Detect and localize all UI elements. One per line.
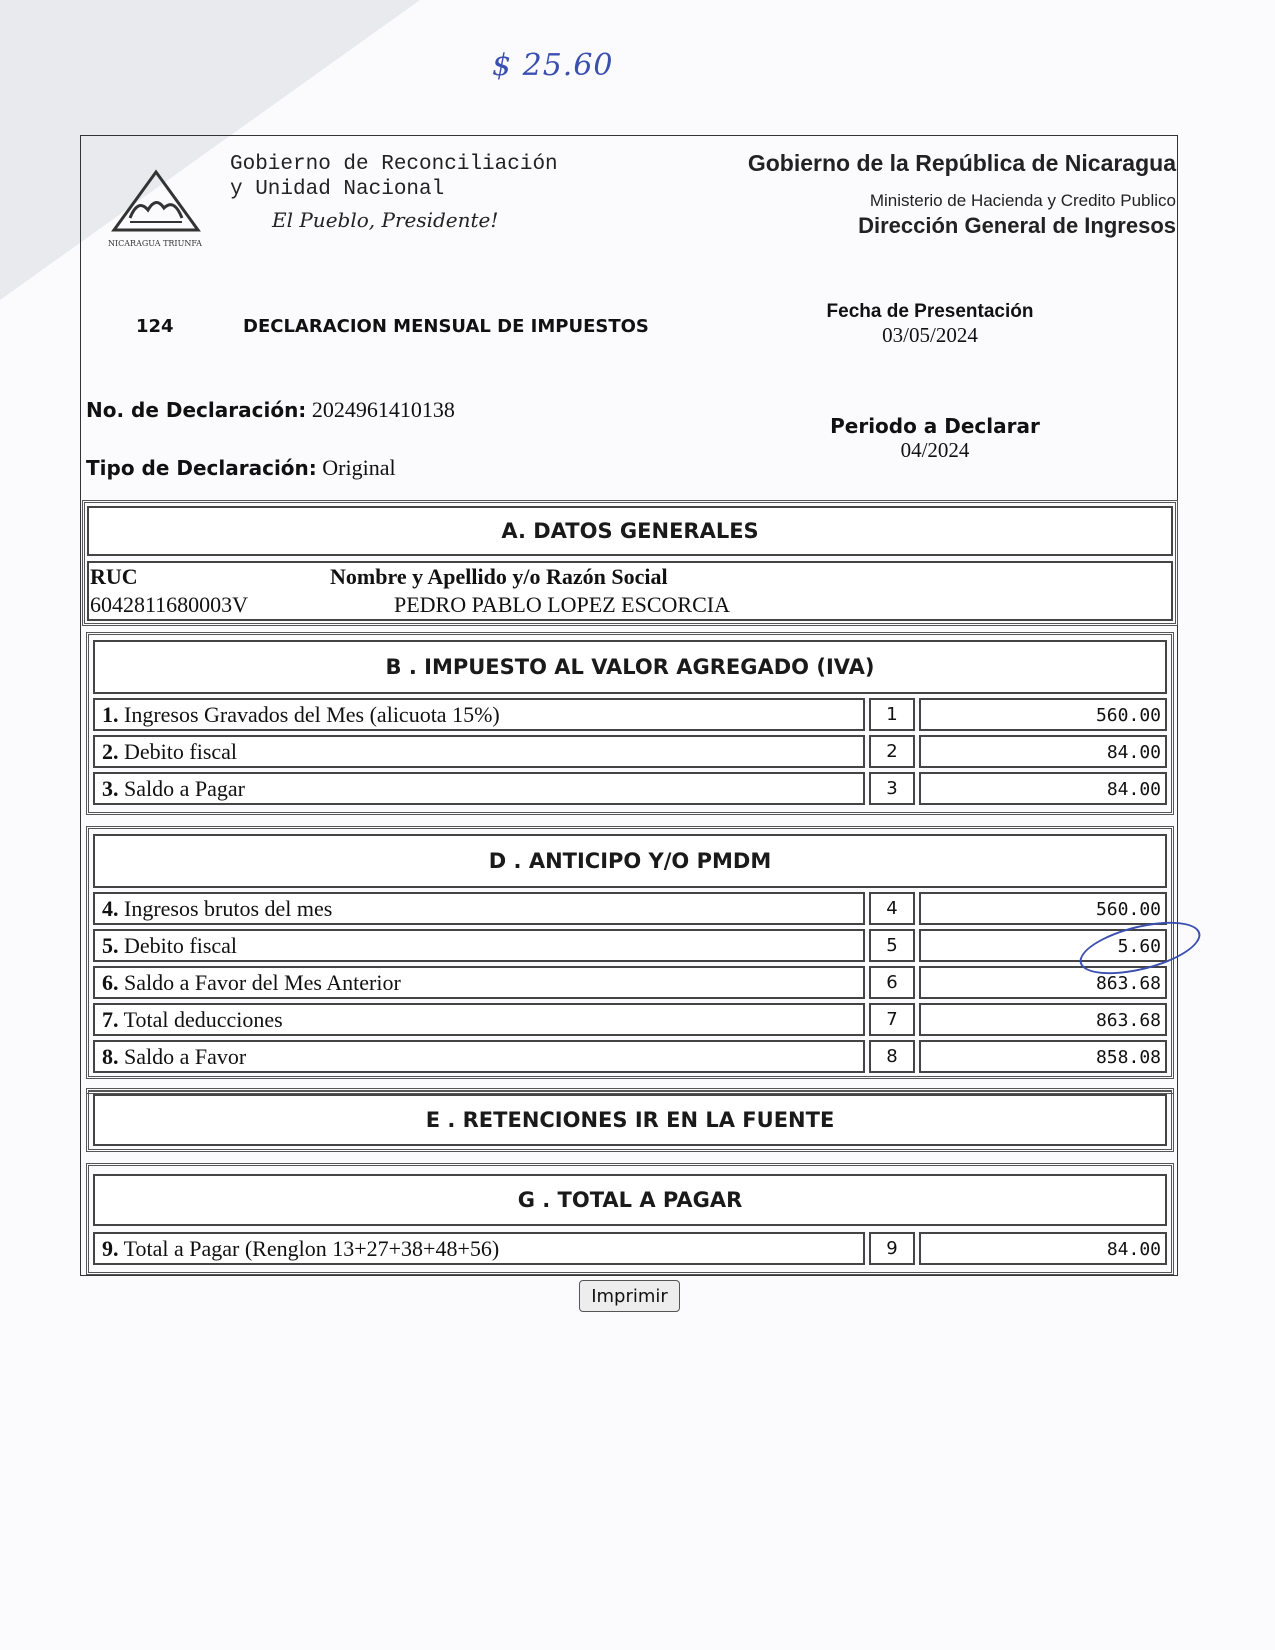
- declaration-number: [86, 397, 455, 423]
- row-3-label: [93, 772, 865, 805]
- row-8-value: 858.08: [919, 1040, 1167, 1073]
- handwritten-note: $ 25.60: [492, 48, 614, 83]
- row-2-line: 2: [869, 735, 915, 768]
- row-2-value: 84.00: [919, 735, 1167, 768]
- gov-left-line2: y Unidad Nacional: [230, 178, 445, 201]
- row-9-text: Total a Pagar (Renglon 13+27+38+48+56): [123, 1236, 500, 1261]
- government-name-left: [230, 152, 558, 202]
- row-6-label: [93, 966, 865, 999]
- row-2-label: [93, 735, 865, 768]
- gov-right-line1: Gobierno de la República de Nicaragua: [747, 150, 1176, 176]
- row-2-num: 2.: [102, 739, 119, 764]
- section-d-title: D . ANTICIPO Y/O PMDM: [93, 834, 1167, 888]
- row-1-line: 1: [869, 698, 915, 731]
- form-number: 124: [136, 316, 174, 337]
- decl-type-value: Original: [322, 455, 396, 480]
- period-label: Periodo a Declarar: [830, 414, 1040, 438]
- row-9-value: 84.00: [919, 1232, 1167, 1265]
- row-3-text: Saldo a Pagar: [124, 776, 245, 801]
- government-logo: [108, 168, 203, 263]
- period-value: 04/2024: [900, 438, 970, 462]
- row-5-label: [93, 929, 865, 962]
- row-5-text: Debito fiscal: [124, 933, 238, 958]
- row-4-label: [93, 892, 865, 925]
- row-6-line: 6: [869, 966, 915, 999]
- row-6-value: 863.68: [919, 966, 1167, 999]
- row-4-line: 4: [869, 892, 915, 925]
- ruc-label: RUC: [90, 564, 138, 589]
- row-9-label: [93, 1232, 865, 1265]
- date-label: Fecha de Presentación: [826, 301, 1034, 322]
- row-4-value: 560.00: [919, 892, 1167, 925]
- row-9-num: 9.: [102, 1236, 119, 1261]
- name-label: Nombre y Apellido y/o Razón Social: [330, 564, 668, 589]
- presentation-date: [815, 301, 1045, 348]
- logo-caption: NICARAGUA TRIUNFA: [108, 239, 202, 248]
- name-value: PEDRO PABLO LOPEZ ESCORCIA: [394, 592, 730, 617]
- gov-right-line2: Ministerio de Hacienda y Credito Publico: [869, 191, 1176, 210]
- row-3-line: 3: [869, 772, 915, 805]
- section-b-title: B . IMPUESTO AL VALOR AGREGADO (IVA): [93, 640, 1167, 694]
- decl-no-value: 2024961410138: [311, 397, 455, 422]
- gov-right-line3: Dirección General de Ingresos: [858, 213, 1176, 238]
- section-e-title: E . RETENCIONES IR EN LA FUENTE: [93, 1094, 1167, 1146]
- row-7-label: [93, 1003, 865, 1036]
- row-2-text: Debito fiscal: [124, 739, 238, 764]
- row-7-line: 7: [869, 1003, 915, 1036]
- form-title: DECLARACION MENSUAL DE IMPUESTOS: [243, 316, 649, 337]
- row-5-num: 5.: [102, 933, 119, 958]
- print-button[interactable]: Imprimir: [579, 1280, 680, 1312]
- row-1-text: Ingresos Gravados del Mes (alicuota 15%): [124, 702, 500, 727]
- row-7-num: 7.: [102, 1007, 119, 1032]
- declaration-type: [86, 455, 396, 481]
- row-4-num: 4.: [102, 896, 119, 921]
- row-9-line: 9: [869, 1232, 915, 1265]
- ruc-value: 6042811680003V: [90, 592, 249, 617]
- government-logo-icon: [108, 168, 203, 258]
- row-1-num: 1.: [102, 702, 119, 727]
- row-7-value: 863.68: [919, 1003, 1167, 1036]
- row-6-text: Saldo a Favor del Mes Anterior: [124, 970, 401, 995]
- row-1-value: 560.00: [919, 698, 1167, 731]
- row-3-value: 84.00: [919, 772, 1167, 805]
- row-7-text: Total deducciones: [123, 1007, 283, 1032]
- row-8-label: [93, 1040, 865, 1073]
- slogan: El Pueblo, Presidente!: [272, 208, 499, 232]
- row-8-text: Saldo a Favor: [124, 1044, 247, 1069]
- gov-left-line1: Gobierno de Reconciliación: [230, 153, 558, 176]
- decl-no-label: No. de Declaración:: [86, 398, 307, 422]
- date-value: 03/05/2024: [882, 323, 978, 347]
- decl-type-label: Tipo de Declaración:: [86, 456, 317, 480]
- row-5-value: 5.60: [919, 929, 1167, 962]
- row-8-num: 8.: [102, 1044, 119, 1069]
- declaration-period: [820, 414, 1050, 463]
- row-1-label: [93, 698, 865, 731]
- row-4-text: Ingresos brutos del mes: [124, 896, 333, 921]
- section-a-title: A. DATOS GENERALES: [87, 506, 1173, 556]
- section-g-title: G . TOTAL A PAGAR: [93, 1174, 1167, 1226]
- government-name-right: [748, 150, 1176, 239]
- row-5-line: 5: [869, 929, 915, 962]
- row-8-line: 8: [869, 1040, 915, 1073]
- row-3-num: 3.: [102, 776, 119, 801]
- row-6-num: 6.: [102, 970, 119, 995]
